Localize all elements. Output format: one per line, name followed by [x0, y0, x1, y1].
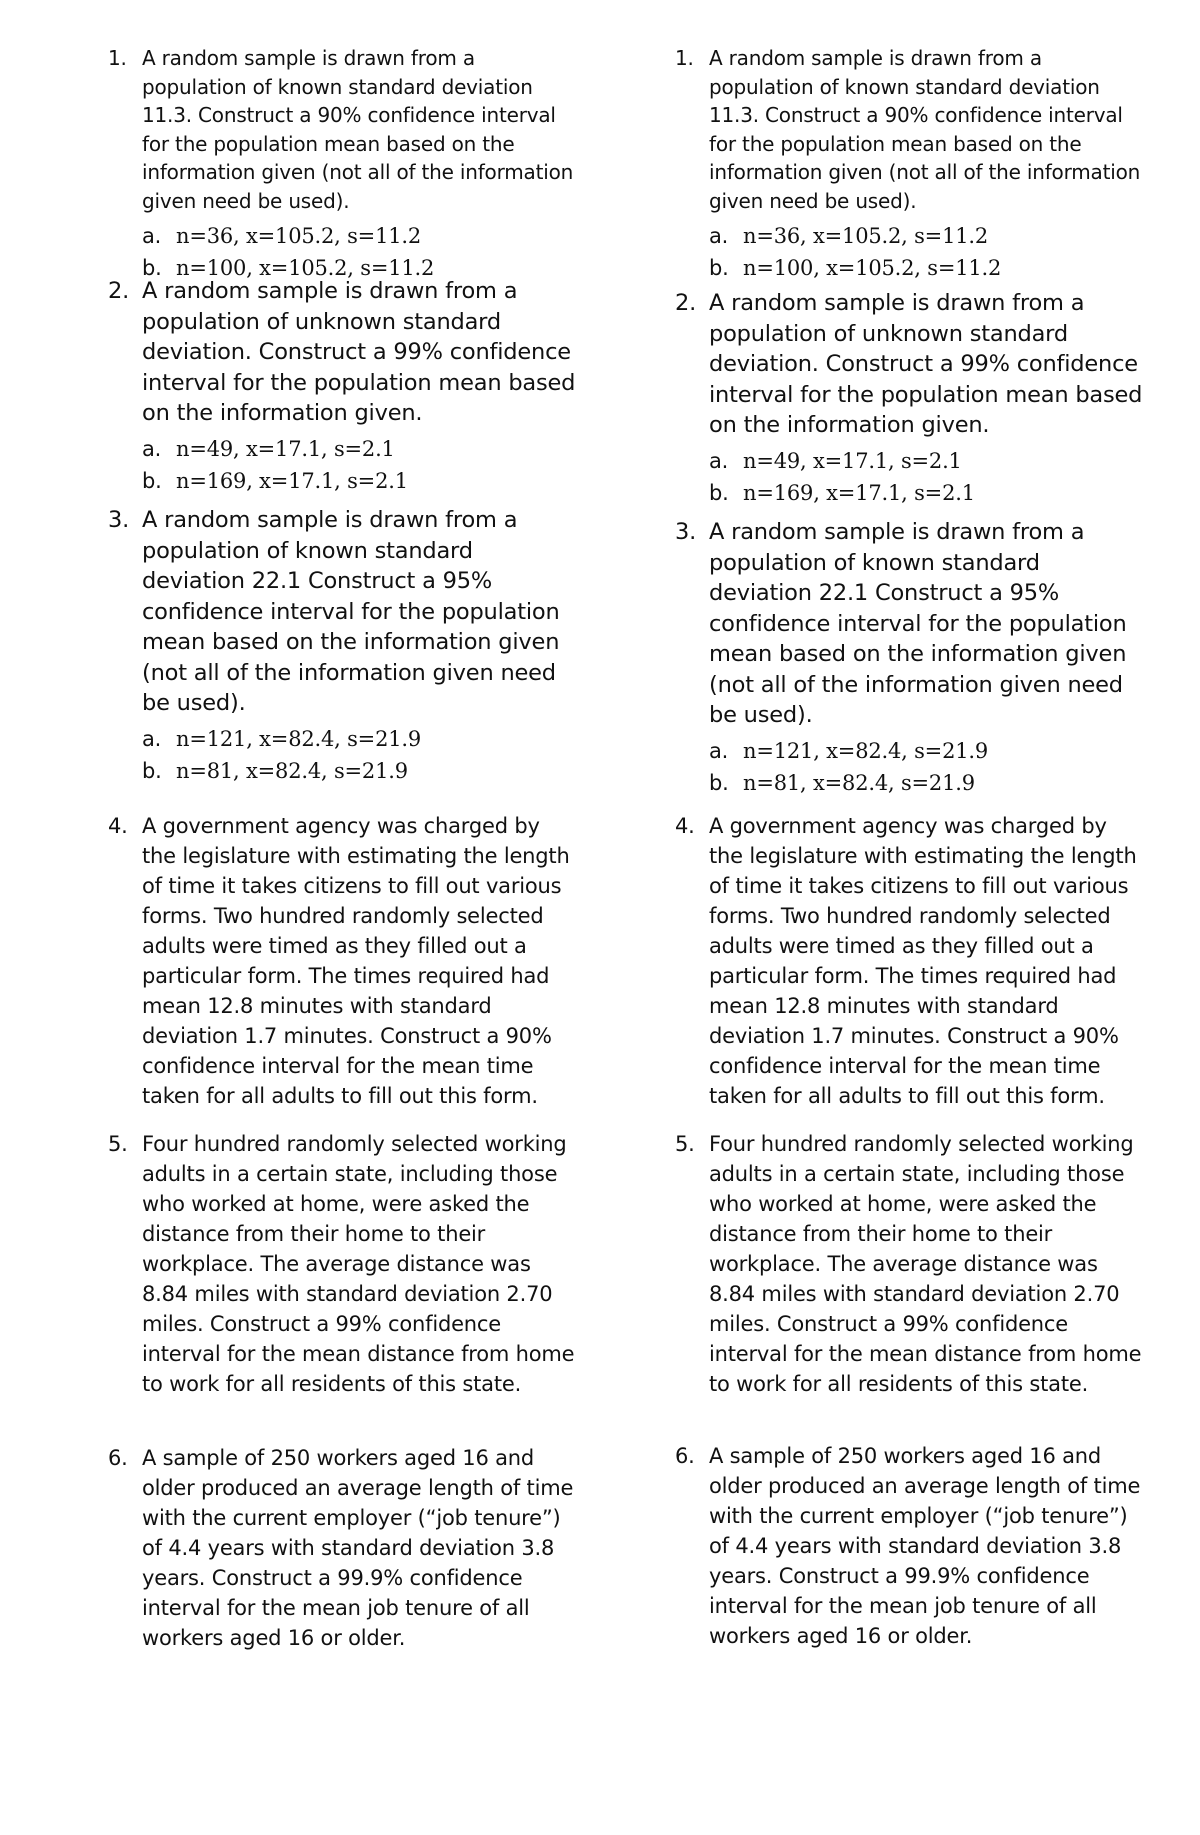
problem-number: 1.	[675, 46, 694, 70]
part-values: n=36, x=105.2, s=11.2	[176, 223, 422, 248]
problem-parts	[709, 445, 1145, 509]
problem-number: 2.	[675, 290, 697, 316]
problem-number: 3.	[108, 507, 130, 533]
part-letter: a.	[709, 738, 729, 763]
problem-parts	[142, 433, 578, 497]
problem-number: 2.	[108, 278, 130, 304]
problem-text: Four hundred randomly selected working adults in a certain state, including those who worked at home, were asked the distance from their home to their workplace. The average distance was 8.84 miles with standard deviation 2.70 miles. Construct a 99% confidence interval for the mean distance from home to work for all residents of this state.	[142, 1132, 575, 1396]
left-column	[108, 44, 578, 1653]
problem-1-copy	[675, 44, 1145, 280]
part-values: n=121, x=82.4, s=21.9	[743, 738, 989, 763]
part-a	[709, 220, 1145, 252]
part-values: n=169, x=17.1, s=2.1	[743, 480, 975, 505]
part-values: n=169, x=17.1, s=2.1	[176, 468, 408, 493]
part-values: n=100, x=105.2, s=11.2	[176, 255, 435, 280]
problem-number: 5.	[108, 1132, 128, 1156]
problem-5-copy	[675, 1129, 1145, 1427]
part-values: n=81, x=82.4, s=21.9	[176, 758, 408, 783]
problem-number: 1.	[108, 46, 127, 70]
problem-number: 4.	[675, 814, 695, 838]
problem-3	[108, 505, 578, 797]
problem-text: A random sample is drawn from a population of unknown standard deviation. Construct a 99% confidence interval for the population mean based on the information given.	[709, 290, 1143, 438]
part-values: n=100, x=105.2, s=11.2	[743, 255, 1002, 280]
problem-3-copy	[675, 517, 1145, 795]
part-a	[709, 445, 1145, 477]
problem-text: A random sample is drawn from a population of known standard deviation 11.3. Construct a 90% confidence interval for the population mean based on the information given (not all of the information given need be used).	[142, 46, 574, 213]
part-letter: a.	[709, 223, 729, 248]
problem-parts	[709, 735, 1145, 799]
part-letter: a.	[142, 726, 162, 751]
problem-4-copy	[675, 811, 1145, 1121]
problem-6	[108, 1443, 578, 1653]
right-column	[675, 44, 1145, 1651]
part-letter: b.	[709, 480, 729, 505]
problem-text: A sample of 250 workers aged 16 and older produced an average length of time with the current employer (“job tenure”) of 4.4 years with standard deviation 3.8 years. Construct a 99.9% confidence interval for the mean job tenure of all workers aged 16 or older.	[709, 1444, 1141, 1648]
part-letter: b.	[709, 770, 729, 795]
problem-number: 6.	[675, 1444, 695, 1468]
part-values: n=121, x=82.4, s=21.9	[176, 726, 422, 751]
problem-text: A government agency was charged by the legislature with estimating the length of time it takes citizens to fill out various forms. Two hundred randomly selected adults were timed as they filled out a particular form. The times required had mean 12.8 minutes with standard deviation 1.7 minutes. Construct a 90% confidence interval for the mean time taken for all adults to fill out this form.	[142, 814, 570, 1108]
problem-text: A sample of 250 workers aged 16 and older produced an average length of time with the current employer (“job tenure”) of 4.4 years with standard deviation 3.8 years. Construct a 99.9% confidence interval for the mean job tenure of all workers aged 16 or older.	[142, 1446, 574, 1650]
problem-2	[108, 276, 578, 491]
part-letter: a.	[709, 448, 729, 473]
part-values: n=49, x=17.1, s=2.1	[743, 448, 962, 473]
problem-number: 5.	[675, 1132, 695, 1156]
part-a	[142, 723, 578, 755]
part-letter: a.	[142, 436, 162, 461]
part-letter: a.	[142, 223, 162, 248]
problem-1	[108, 44, 578, 280]
part-values: n=36, x=105.2, s=11.2	[743, 223, 989, 248]
part-b	[142, 755, 578, 787]
problem-number: 3.	[675, 519, 697, 545]
problem-parts	[142, 723, 578, 787]
problem-text: Four hundred randomly selected working adults in a certain state, including those who worked at home, were asked the distance from their home to their workplace. The average distance was 8.84 miles with standard deviation 2.70 miles. Construct a 99% confidence interval for the mean distance from home to work for all residents of this state.	[709, 1132, 1142, 1396]
part-b	[709, 477, 1145, 509]
part-values: n=49, x=17.1, s=2.1	[176, 436, 395, 461]
part-letter: b.	[142, 255, 162, 280]
problem-number: 4.	[108, 814, 128, 838]
problem-parts	[709, 220, 1145, 284]
part-letter: b.	[142, 468, 162, 493]
problem-text: A government agency was charged by the legislature with estimating the length of time it takes citizens to fill out various forms. Two hundred randomly selected adults were timed as they filled out a particular form. The times required had mean 12.8 minutes with standard deviation 1.7 minutes. Construct a 90% confidence interval for the mean time taken for all adults to fill out this form.	[709, 814, 1137, 1108]
problem-2-copy	[675, 288, 1145, 503]
problem-text: A random sample is drawn from a population of unknown standard deviation. Construct a 99% confidence interval for the population mean based on the information given.	[142, 278, 576, 426]
part-letter: b.	[709, 255, 729, 280]
problem-4	[108, 811, 578, 1121]
part-a	[709, 735, 1145, 767]
part-b	[709, 252, 1145, 284]
part-b	[142, 465, 578, 497]
problem-parts	[142, 220, 578, 284]
part-values: n=81, x=82.4, s=21.9	[743, 770, 975, 795]
part-letter: b.	[142, 758, 162, 783]
problem-text: A random sample is drawn from a population of known standard deviation 22.1 Construct a 95% confidence interval for the population mean based on the information given (not all of the information given need be used).	[709, 519, 1127, 728]
problem-number: 6.	[108, 1446, 128, 1470]
problem-text: A random sample is drawn from a population of known standard deviation 11.3. Construct a 90% confidence interval for the population mean based on the information given (not all of the information given need be used).	[709, 46, 1141, 213]
problem-text: A random sample is drawn from a population of known standard deviation 22.1 Construct a 95% confidence interval for the population mean based on the information given (not all of the information given need be used).	[142, 507, 560, 716]
part-a	[142, 433, 578, 465]
problem-6-copy	[675, 1441, 1145, 1651]
part-b	[709, 767, 1145, 799]
problem-5	[108, 1129, 578, 1427]
part-a	[142, 220, 578, 252]
